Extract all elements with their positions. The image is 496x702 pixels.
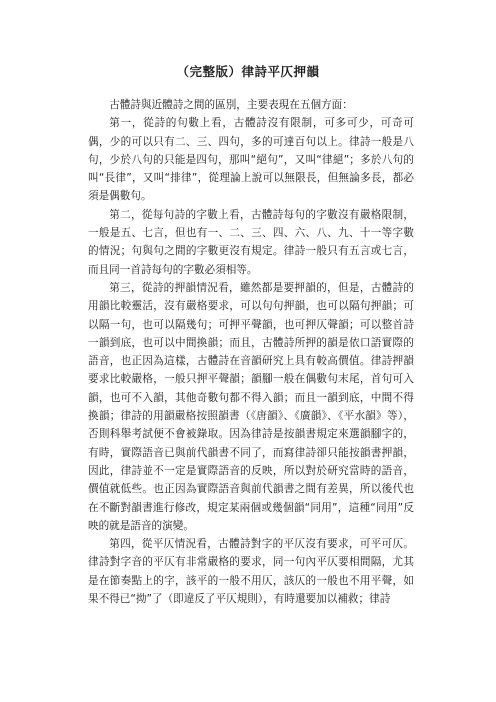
paragraph-first-point: 第一，從詩的句數上看，古體詩沒有限制，可多可少，可奇可偶，少的可以只有二、三、四句，多的可達百句以上。律詩一般是八句，少於八句的只能是四句，那叫“絕句”，又叫“律絕”；多於八句的叫“長律”，又叫“排律”，從理論上說可以無限長，但無論多長，都必須是偶數句。 <box>88 117 414 203</box>
paragraph-second-point: 第二，從每句詩的字數上看，古體詩每句的字數沒有嚴格限制，一般是五、七言，但也有一、二、三、四、六、八、九、十一等字數的情況；句與句之間的字數更沒有規定。律詩一般只有五言或七言，而且同一首詩每句的字數必須相等。 <box>88 208 414 276</box>
paragraph-fourth-point: 第四，從平仄情況看，古體詩對字的平仄沒有要求，可平可仄。律詩對字音的平仄有非常嚴格的要求，同一句內平仄要相間隔，尤其是在節奏點上的字，該平的一般不用仄，該仄的一般也不用平聲，如果不得已“拗”了（即違反了平仄規則），有時還要加以補救；律詩 <box>88 538 414 606</box>
paragraph-intro: 古體詩與近體詩之間的區別，主要表現在五個方面： <box>109 99 353 111</box>
document-title: （完整版）律詩平仄押韻 <box>176 64 320 79</box>
paragraph-third-point: 第三，從詩的押韻情況看，雖然都是要押韻的，但是，古體詩的用韻比較靈活，沒有嚴格要求，可以句句押韻，也可以隔句押韻；可以隔一句，也可以隔幾句；可押平聲韻，也可押仄聲韻；可以整首詩一韻到底，也可以中間換韻；而且，古體詩所押的韻是依口語實際的語音，也正因為這樣，古體詩在音韻研究上具有較高價值。律詩押韻要求比較嚴格，一般只押平聲韻；韻腳一般在偶數句末尾，首句可入韻，也可不入韻，其他奇數句都不得入韻；而且一韻到底，中間不得換韻；律詩的用韻嚴格按照韻書（《唐韻》、《廣韻》、《平水韻》等），否則科舉考試便不會被錄取。因為律詩是按韻書規定來選韻腳字的，有時，實際語音已與前代韻書不同了，而寫律詩卻只能按韻書押韻，因此，律詩並不一定是實際語音的反映，所以對於研究當時的語音，價值就低些。也正因為實際語音與前代韻書之間有差異，所以後代也在不斷對韻書進行修改，規定某兩個或幾個韻“同用”，這種“同用”反映的就是語音的演變。 <box>88 281 414 532</box>
document-body <box>88 96 414 608</box>
